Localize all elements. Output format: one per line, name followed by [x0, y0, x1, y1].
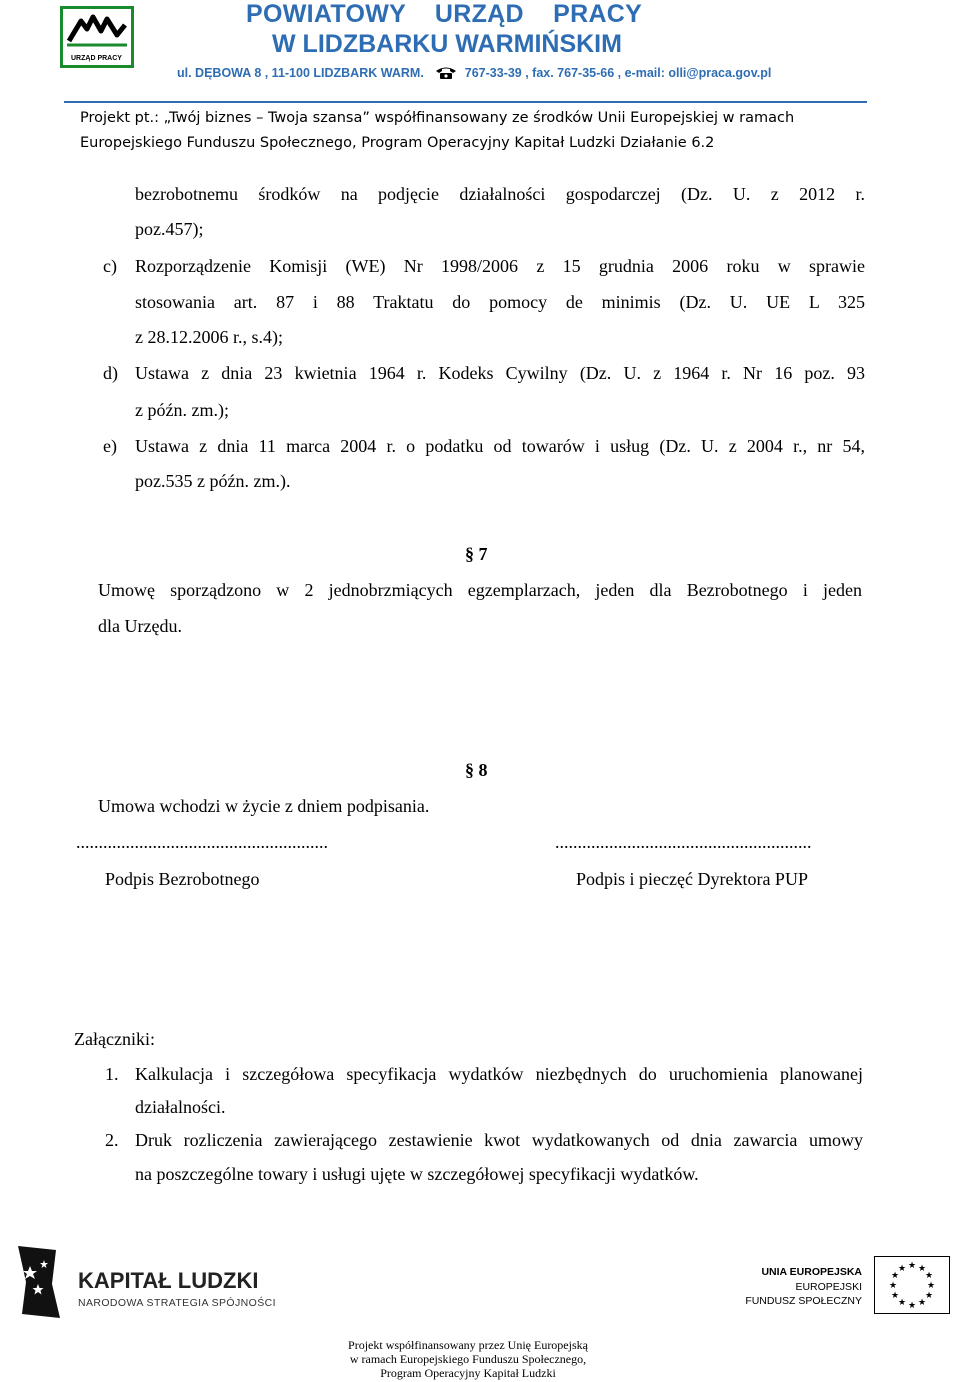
attachments-heading: Załączniki: [74, 1029, 155, 1049]
attachment-2-line-1: Druk rozliczenia zawierającego zestawienie kwot wydatkowanych od dnia zawarcia umowy [135, 1130, 863, 1150]
signature-line-right: ......................................................... [555, 832, 812, 852]
item-b-line-2: poz.457); [135, 219, 204, 239]
office-logo [60, 6, 134, 68]
item-d-line-1: Ustawa z dnia 23 kwietnia 1964 r. Kodeks Cywilny (Dz. U. z 1964 r. Nr 16 poz. 93 [135, 363, 865, 383]
attachment-2-number: 2. [105, 1130, 119, 1150]
office-address [177, 66, 771, 80]
hands-logo-icon [63, 11, 131, 51]
section-7-line-2: dla Urzędu. [98, 616, 182, 636]
attachment-1-line-2: działalności. [135, 1097, 226, 1117]
svg-text:★: ★ [890, 1291, 900, 1301]
svg-text:★: ★ [926, 1281, 936, 1291]
svg-text:★: ★ [924, 1271, 934, 1281]
svg-text:★: ★ [917, 1298, 927, 1308]
footer-note-2: w ramach Europejskiego Funduszu Społecznego, [349, 1352, 587, 1366]
item-d-marker: d) [103, 363, 118, 383]
svg-text:★: ★ [907, 1301, 917, 1311]
section-8-text: Umowa wchodzi w życie z dniem podpisania. [98, 796, 430, 816]
kapital-ludzki-title: KAPITAŁ LUDZKI [78, 1268, 259, 1293]
address-street: ul. DĘBOWA 8 , 11-100 LIDZBARK WARM. [177, 66, 424, 80]
project-line-2: Europejskiego Funduszu Społecznego, Program Operacyjny Kapitał Ludzki Działanie 6.2 [80, 135, 715, 151]
svg-text:★: ★ [890, 1271, 900, 1281]
phone-icon [435, 66, 457, 79]
section-7-line-1: Umowę sporządzono w 2 jednobrzmiących egzemplarzach, jeden dla Bezrobotnego i jeden [98, 580, 862, 600]
footer-note-1: Projekt współfinansowany przez Unię Europejską [348, 1338, 588, 1352]
item-e-marker: e) [103, 436, 117, 456]
svg-text:★: ★ [907, 1261, 917, 1271]
svg-text:★: ★ [897, 1264, 907, 1274]
item-e-line-2: poz.535 z późn. zm.). [135, 471, 291, 491]
office-name-line2: W LIDZBARKU WARMIŃSKIM [272, 30, 622, 58]
eu-line-3: FUNDUSZ SPOŁECZNY [745, 1295, 862, 1307]
svg-text:★: ★ [924, 1291, 934, 1301]
item-c-line-3: z 28.12.2006 r., s.4); [135, 327, 283, 347]
item-d-line-2: z późn. zm.); [135, 400, 229, 420]
item-c-line-2: stosowania art. 87 i 88 Traktatu do pomocy de minimis (Dz. U. UE L 325 [135, 292, 865, 312]
item-c-line-1: Rozporządzenie Komisji (WE) Nr 1998/2006 z 15 grudnia 2006 roku w sprawie [135, 256, 865, 276]
header-divider [64, 101, 867, 103]
attachment-1-number: 1. [105, 1064, 119, 1084]
signature-label-right: Podpis i pieczęć Dyrektora PUP [576, 869, 808, 889]
svg-text:★: ★ [897, 1298, 907, 1308]
kapital-ludzki-logo-icon [8, 1244, 62, 1320]
eu-flag-icon [874, 1256, 950, 1314]
attachment-1-line-1: Kalkulacja i szczegółowa specyfikacja wydatków niezbędnych do uruchomienia planowanej [135, 1064, 863, 1084]
section-8-heading: § 8 [465, 760, 488, 780]
office-name-line1: POWIATOWY URZĄD PRACY [246, 0, 643, 28]
address-contacts: 767-33-39 , fax. 767-35-66 , e-mail: olli@praca.gov.pl [464, 66, 772, 80]
kapital-ludzki-subtitle: NARODOWA STRATEGIA SPÓJNOŚCI [78, 1297, 276, 1309]
item-b-line-1: bezrobotnemu środków na podjęcie działalności gospodarczej (Dz. U. z 2012 r. [135, 184, 865, 204]
attachment-2-line-2: na poszczególne towary i usługi ujęte w szczegółowej specyfikacji wydatków. [135, 1164, 699, 1184]
item-e-line-1: Ustawa z dnia 11 marca 2004 r. o podatku od towarów i usług (Dz. U. z 2004 r., nr 54, [135, 436, 865, 456]
section-7-heading: § 7 [465, 544, 488, 564]
footer-note-3: Program Operacyjny Kapitał Ludzki [380, 1366, 556, 1380]
eu-line-1: UNIA EUROPEJSKA [761, 1266, 862, 1278]
signature-line-left: ........................................................ [76, 832, 328, 852]
svg-text:★: ★ [888, 1281, 898, 1291]
eu-line-2: EUROPEJSKI [795, 1281, 862, 1293]
item-c-marker: c) [103, 256, 117, 276]
logo-label: URZĄD PRACY [71, 55, 122, 62]
project-line-1: Projekt pt.: „Twój biznes – Twoja szansa” współfinansowany ze środków Unii Europejskiej w ramach [80, 110, 795, 126]
signature-label-left: Podpis Bezrobotnego [105, 869, 260, 889]
svg-text:★: ★ [917, 1264, 927, 1274]
